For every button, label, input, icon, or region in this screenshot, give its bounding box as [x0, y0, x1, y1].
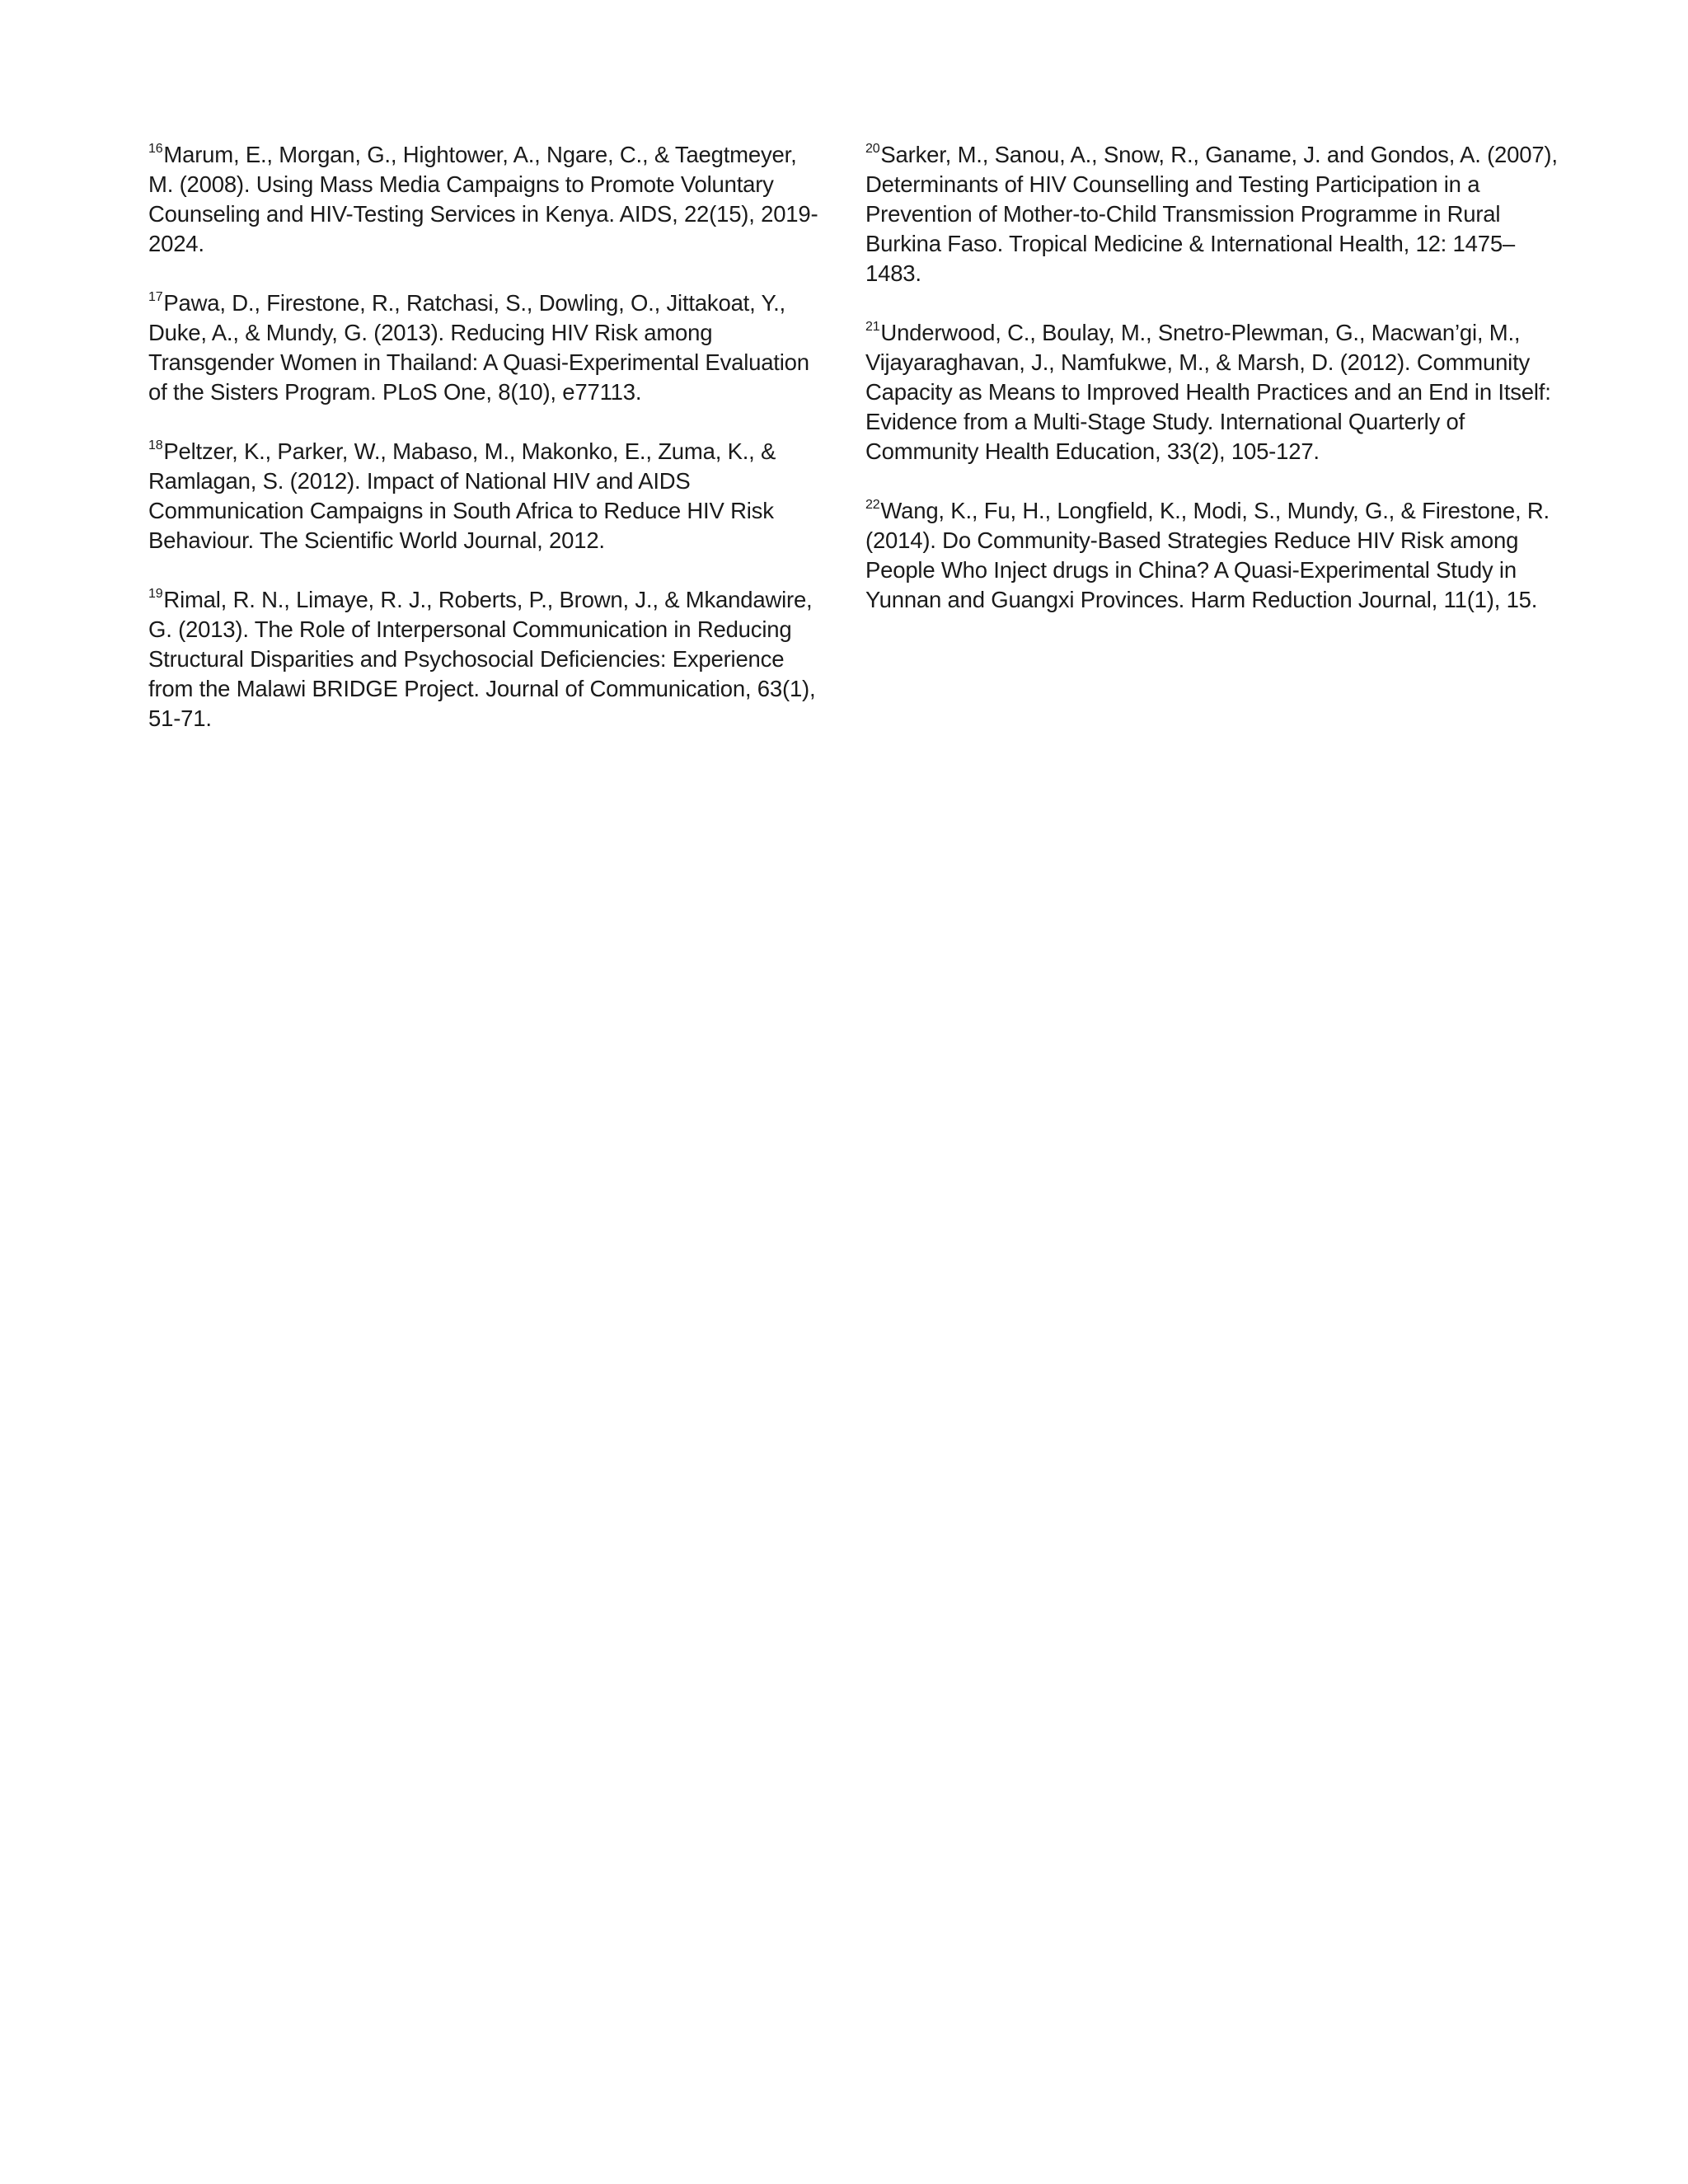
reference-16 — [148, 140, 824, 259]
reference-number: 17 — [148, 290, 163, 304]
reference-text: Underwood, C., Boulay, M., Snetro-Plewman, G., Macwan’gi, M., Vijayaraghavan, J., Namfukwe, M., & Marsh, D. (2012). Community Capacity as Means to Improved Health Practices and an End in Itself: Evidence from a Multi-Stage Study. International Quarterly of Community Health Education, 33(2), 105-127. — [865, 320, 1551, 464]
reference-text: Sarker, M., Sanou, A., Snow, R., Ganame, J. and Gondos, A. (2007), Determinants of HIV Counselling and Testing Participation in a Prevention of Mother-to-Child Transmission Programme in Rural Burkina Faso. Tropical Medicine & International Health, 12: 1475–1483. — [865, 142, 1558, 286]
reference-text: Peltzer, K., Parker, W., Mabaso, M., Makonko, E., Zuma, K., & Ramlagan, S. (2012). Impact of National HIV and AIDS Communication Campaigns in South Africa to Reduce HIV Risk Behaviour. The Scientific World Journal, 2012. — [148, 438, 776, 553]
reference-number: 20 — [865, 142, 880, 156]
reference-number: 21 — [865, 320, 880, 334]
reference-number: 18 — [148, 438, 163, 452]
reference-number: 22 — [865, 498, 880, 512]
references-column-right — [865, 140, 1558, 644]
reference-text: Pawa, D., Firestone, R., Ratchasi, S., Dowling, O., Jittakoat, Y., Duke, A., & Mundy, G. (2013). Reducing HIV Risk among Transgender Women in Thailand: A Quasi-Experimental Evaluation of the Sisters Program. PLoS One, 8(10), e77113. — [148, 290, 809, 405]
reference-20 — [865, 140, 1558, 288]
reference-number: 16 — [148, 142, 163, 156]
reference-17 — [148, 288, 824, 407]
reference-18 — [148, 437, 824, 555]
reference-21 — [865, 318, 1558, 466]
reference-22 — [865, 496, 1558, 615]
reference-text: Wang, K., Fu, H., Longfield, K., Modi, S., Mundy, G., & Firestone, R. (2014). Do Community-Based Strategies Reduce HIV Risk among People Who Inject drugs in China? A Quasi-Experimental Study in Yunnan and Guangxi Provinces. Harm Reduction Journal, 11(1), 15. — [865, 498, 1550, 612]
references-column-left — [148, 140, 824, 763]
reference-19 — [148, 585, 824, 733]
reference-text: Rimal, R. N., Limaye, R. J., Roberts, P., Brown, J., & Mkandawire, G. (2013). The Role of Interpersonal Communication in Reducing Structural Disparities and Psychosocial Deficiencies: Experience from the Malawi BRIDGE Project. Journal of Communication, 63(1), 51-71. — [148, 587, 816, 731]
reference-text: Marum, E., Morgan, G., Hightower, A., Ngare, C., & Taegtmeyer, M. (2008). Using Mass Media Campaigns to Promote Voluntary Counseling and HIV-Testing Services in Kenya. AIDS, 22(15), 2019-2024. — [148, 142, 818, 256]
reference-number: 19 — [148, 587, 163, 601]
